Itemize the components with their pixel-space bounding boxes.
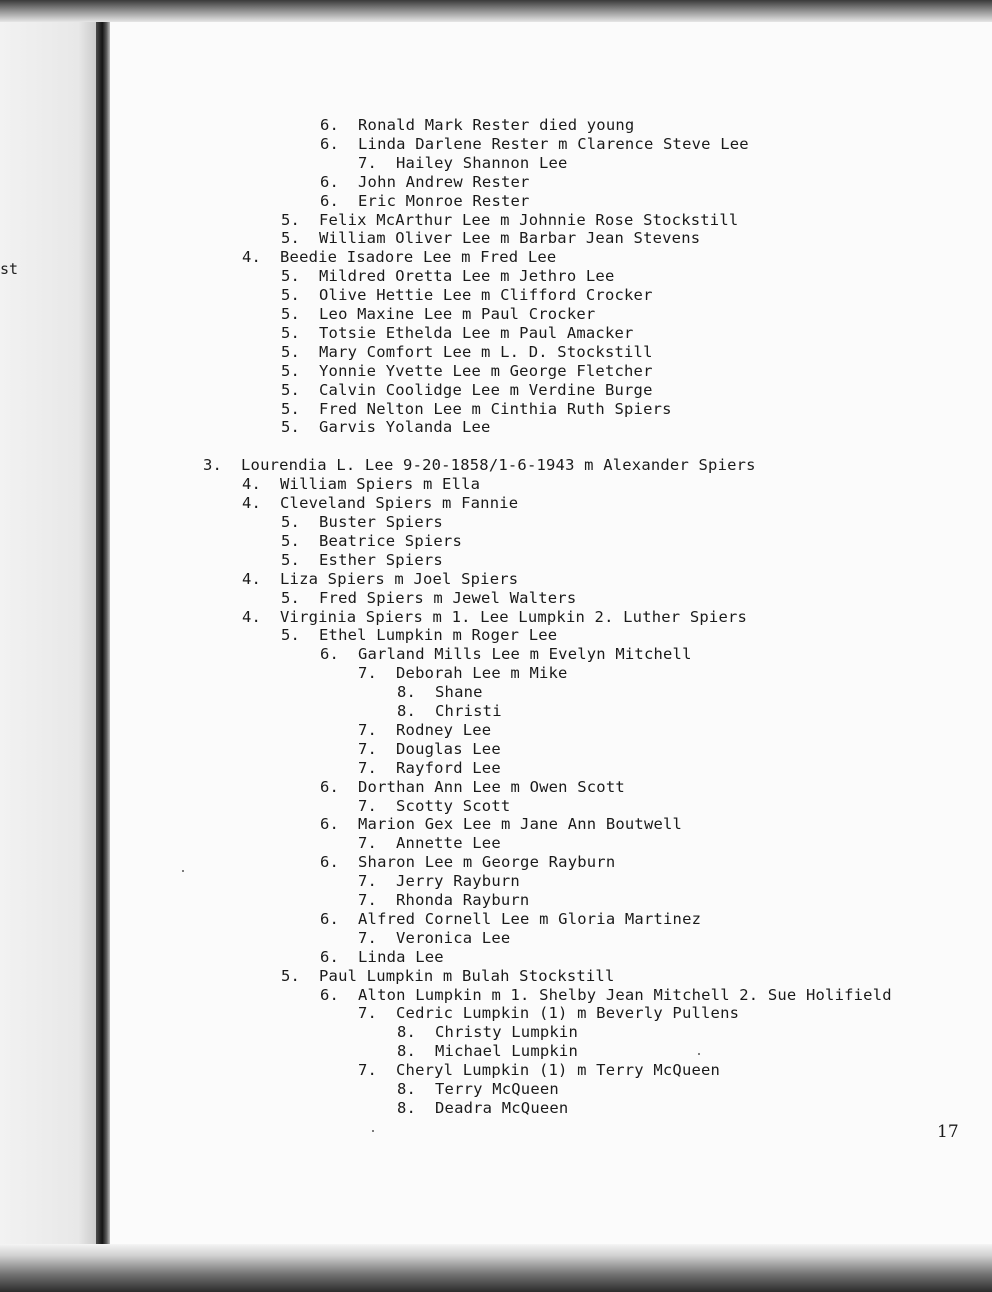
generation-number: 5. bbox=[281, 342, 301, 361]
generation-number: 7. bbox=[358, 1004, 378, 1023]
entry-text: Felix McArthur Lee m Johnnie Rose Stockstill bbox=[319, 210, 739, 229]
genealogy-entry bbox=[397, 1042, 578, 1061]
genealogy-entry bbox=[281, 551, 443, 570]
generation-number: 5. bbox=[281, 399, 301, 418]
genealogy-entry bbox=[320, 815, 682, 834]
genealogy-entry bbox=[281, 626, 557, 645]
generation-number: 6. bbox=[320, 134, 340, 153]
genealogy-entry bbox=[358, 721, 491, 740]
genealogy-entry bbox=[397, 1023, 578, 1042]
genealogy-entry bbox=[320, 910, 701, 929]
generation-number: 5. bbox=[281, 550, 301, 569]
generation-number: 8. bbox=[397, 702, 417, 720]
genealogy-entry bbox=[242, 475, 480, 494]
entry-text: Shane bbox=[435, 683, 483, 702]
genealogy-entry bbox=[281, 343, 653, 362]
generation-number: 5. bbox=[281, 305, 301, 323]
genealogy-entry bbox=[242, 608, 747, 627]
entry-text: Christi bbox=[435, 702, 502, 720]
genealogy-entry bbox=[358, 1061, 720, 1080]
entry-text: Leo Maxine Lee m Paul Crocker bbox=[319, 305, 596, 323]
entry-text: Fred Spiers m Jewel Walters bbox=[319, 588, 577, 607]
generation-number: 5. bbox=[281, 626, 301, 645]
genealogy-entry bbox=[320, 853, 615, 872]
genealogy-entry bbox=[281, 381, 653, 400]
genealogy-entry bbox=[320, 986, 892, 1005]
generation-number: 7. bbox=[358, 758, 378, 777]
generation-number: 8. bbox=[397, 1042, 417, 1061]
entry-text: Linda Lee bbox=[358, 947, 444, 966]
genealogy-entry bbox=[397, 1099, 568, 1118]
generation-number: 5. bbox=[281, 966, 301, 985]
entry-text: Buster Spiers bbox=[319, 513, 443, 531]
generation-number: 5. bbox=[281, 229, 301, 248]
generation-number: 4. bbox=[242, 475, 262, 494]
entry-text: Yonnie Yvette Lee m George Fletcher bbox=[319, 361, 653, 380]
entry-text: Liza Spiers m Joel Spiers bbox=[280, 569, 519, 588]
genealogy-entry bbox=[320, 778, 625, 797]
genealogy-entry bbox=[281, 418, 491, 437]
genealogy-entry bbox=[281, 362, 653, 381]
entry-text: Olive Hettie Lee m Clifford Crocker bbox=[319, 286, 653, 305]
genealogy-entry bbox=[281, 967, 615, 986]
generation-number: 7. bbox=[358, 1061, 378, 1080]
genealogy-entry bbox=[281, 267, 615, 286]
entry-text: Marion Gex Lee m Jane Ann Boutwell bbox=[358, 815, 683, 834]
scan-speck bbox=[698, 1053, 700, 1055]
entry-text: Cheryl Lumpkin (1) m Terry McQueen bbox=[396, 1061, 721, 1080]
entry-text: Christy Lumpkin bbox=[435, 1023, 578, 1042]
generation-number: 6. bbox=[320, 985, 340, 1004]
entry-text: Scotty Scott bbox=[396, 796, 511, 815]
entry-text: Alfred Cornell Lee m Gloria Martinez bbox=[358, 909, 702, 928]
entry-text: Garvis Yolanda Lee bbox=[319, 418, 491, 437]
genealogy-entry bbox=[320, 645, 692, 664]
entry-text: Esther Spiers bbox=[319, 550, 443, 569]
generation-number: 5. bbox=[281, 361, 301, 380]
entry-text: Ethel Lumpkin m Roger Lee bbox=[319, 626, 558, 645]
facing-page-text-fragment: st bbox=[0, 260, 19, 278]
generation-number: 5. bbox=[281, 418, 301, 437]
genealogy-entry bbox=[281, 324, 634, 343]
generation-number: 8. bbox=[397, 1080, 417, 1098]
entry-text: Beatrice Spiers bbox=[319, 531, 462, 550]
generation-number: 6. bbox=[320, 191, 340, 210]
genealogy-entry bbox=[320, 135, 749, 154]
generation-number: 6. bbox=[320, 947, 340, 966]
scan-speck bbox=[372, 1130, 374, 1132]
generation-number: 6. bbox=[320, 116, 340, 134]
entry-text: Garland Mills Lee m Evelyn Mitchell bbox=[358, 645, 692, 664]
genealogy-entry bbox=[397, 683, 483, 702]
genealogy-entry bbox=[358, 929, 510, 948]
genealogy-entry bbox=[358, 1004, 739, 1023]
entry-text: Veronica Lee bbox=[396, 928, 511, 947]
generation-number: 7. bbox=[358, 664, 378, 683]
genealogy-entry bbox=[242, 494, 518, 513]
genealogy-entry bbox=[281, 400, 672, 419]
entry-text: Rodney Lee bbox=[396, 720, 492, 739]
entry-text: Deadra McQueen bbox=[435, 1098, 569, 1117]
entry-text: Alton Lumpkin m 1. Shelby Jean Mitchell 2. Sue Holifield bbox=[358, 985, 892, 1004]
genealogy-entry bbox=[242, 248, 556, 267]
genealogy-entry bbox=[281, 286, 653, 305]
generation-number: 8. bbox=[397, 1098, 417, 1117]
generation-number: 5. bbox=[281, 286, 301, 305]
genealogy-entry bbox=[358, 834, 501, 853]
entry-text: Rhonda Rayburn bbox=[396, 891, 530, 909]
genealogy-entry bbox=[281, 532, 462, 551]
generation-number: 5. bbox=[281, 588, 301, 607]
entry-text: Mildred Oretta Lee m Jethro Lee bbox=[319, 267, 615, 286]
genealogy-entry bbox=[358, 797, 510, 816]
entry-text: Fred Nelton Lee m Cinthia Ruth Spiers bbox=[319, 399, 672, 418]
generation-number: 8. bbox=[397, 1023, 417, 1042]
genealogy-entry bbox=[281, 305, 595, 324]
generation-number: 7. bbox=[358, 153, 378, 172]
entry-text: William Oliver Lee m Barbar Jean Stevens bbox=[319, 229, 701, 248]
genealogy-entry bbox=[281, 513, 443, 532]
generation-number: 5. bbox=[281, 513, 301, 531]
genealogy-entry bbox=[358, 872, 520, 891]
generation-number: 6. bbox=[320, 645, 340, 664]
entry-text: Deborah Lee m Mike bbox=[396, 664, 568, 683]
scan-speck bbox=[182, 870, 184, 872]
generation-number: 8. bbox=[397, 683, 417, 702]
generation-number: 4. bbox=[242, 494, 262, 513]
genealogy-entry bbox=[358, 154, 568, 173]
generation-number: 5. bbox=[281, 323, 301, 342]
entry-text: Lourendia L. Lee 9-20-1858/1-6-1943 m Alexander Spiers bbox=[241, 456, 756, 475]
entry-text: Michael Lumpkin bbox=[435, 1042, 578, 1061]
genealogy-entry bbox=[320, 192, 530, 211]
entry-text: Linda Darlene Rester m Clarence Steve Lee bbox=[358, 134, 749, 153]
generation-number: 5. bbox=[281, 267, 301, 286]
entry-text: Calvin Coolidge Lee m Verdine Burge bbox=[319, 380, 653, 399]
entry-text: Beedie Isadore Lee m Fred Lee bbox=[280, 248, 557, 267]
entry-text: Hailey Shannon Lee bbox=[396, 153, 568, 172]
binding-shadow bbox=[96, 0, 110, 1292]
scan-shadow-bottom bbox=[0, 1244, 992, 1292]
generation-number: 7. bbox=[358, 928, 378, 947]
generation-number: 4. bbox=[242, 607, 262, 626]
generation-number: 3. bbox=[203, 456, 223, 475]
genealogy-entry bbox=[397, 702, 502, 721]
genealogy-entry bbox=[203, 456, 756, 475]
generation-number: 6. bbox=[320, 777, 340, 796]
generation-number: 7. bbox=[358, 739, 378, 758]
genealogy-entry bbox=[281, 229, 700, 248]
generation-number: 5. bbox=[281, 380, 301, 399]
entry-text: Cedric Lumpkin (1) m Beverly Pullens bbox=[396, 1004, 740, 1023]
genealogy-entry bbox=[358, 759, 501, 778]
genealogy-entry bbox=[358, 891, 529, 910]
generation-number: 7. bbox=[358, 891, 378, 909]
generation-number: 6. bbox=[320, 172, 340, 191]
generation-number: 6. bbox=[320, 853, 340, 872]
scan-shadow-top bbox=[0, 0, 992, 22]
entry-text: John Andrew Rester bbox=[358, 172, 530, 191]
page-number: 17 bbox=[937, 1122, 959, 1142]
genealogy-entry bbox=[397, 1080, 559, 1099]
genealogy-entry bbox=[281, 589, 576, 608]
genealogy-entry bbox=[358, 740, 501, 759]
entry-text: Mary Comfort Lee m L. D. Stockstill bbox=[319, 342, 653, 361]
genealogy-entry bbox=[242, 570, 518, 589]
generation-number: 5. bbox=[281, 210, 301, 229]
entry-text: Cleveland Spiers m Fannie bbox=[280, 494, 519, 513]
entry-text: Dorthan Ann Lee m Owen Scott bbox=[358, 777, 625, 796]
generation-number: 7. bbox=[358, 872, 378, 891]
entry-text: Paul Lumpkin m Bulah Stockstill bbox=[319, 966, 615, 985]
generation-number: 7. bbox=[358, 796, 378, 815]
entry-text: Terry McQueen bbox=[435, 1080, 559, 1098]
entry-text: Jerry Rayburn bbox=[396, 872, 520, 891]
entry-text: Totsie Ethelda Lee m Paul Amacker bbox=[319, 323, 634, 342]
facing-page-edge bbox=[0, 0, 98, 1292]
entry-text: Eric Monroe Rester bbox=[358, 191, 530, 210]
generation-number: 5. bbox=[281, 531, 301, 550]
genealogy-entry bbox=[358, 664, 568, 683]
entry-text: Annette Lee bbox=[396, 834, 501, 853]
genealogy-list bbox=[110, 22, 992, 1244]
entry-text: Douglas Lee bbox=[396, 739, 501, 758]
genealogy-entry bbox=[281, 211, 738, 230]
entry-text: Sharon Lee m George Rayburn bbox=[358, 853, 616, 872]
generation-number: 6. bbox=[320, 909, 340, 928]
generation-number: 4. bbox=[242, 248, 262, 267]
entry-text: Ronald Mark Rester died young bbox=[358, 116, 635, 134]
generation-number: 4. bbox=[242, 569, 262, 588]
entry-text: Virginia Spiers m 1. Lee Lumpkin 2. Luther Spiers bbox=[280, 607, 748, 626]
genealogy-entry bbox=[320, 948, 444, 967]
generation-number: 7. bbox=[358, 834, 378, 853]
entry-text: Rayford Lee bbox=[396, 758, 501, 777]
generation-number: 6. bbox=[320, 815, 340, 834]
document-page bbox=[110, 22, 992, 1244]
generation-number: 7. bbox=[358, 720, 378, 739]
genealogy-entry bbox=[320, 116, 634, 135]
genealogy-entry bbox=[320, 173, 530, 192]
entry-text: William Spiers m Ella bbox=[280, 475, 481, 494]
